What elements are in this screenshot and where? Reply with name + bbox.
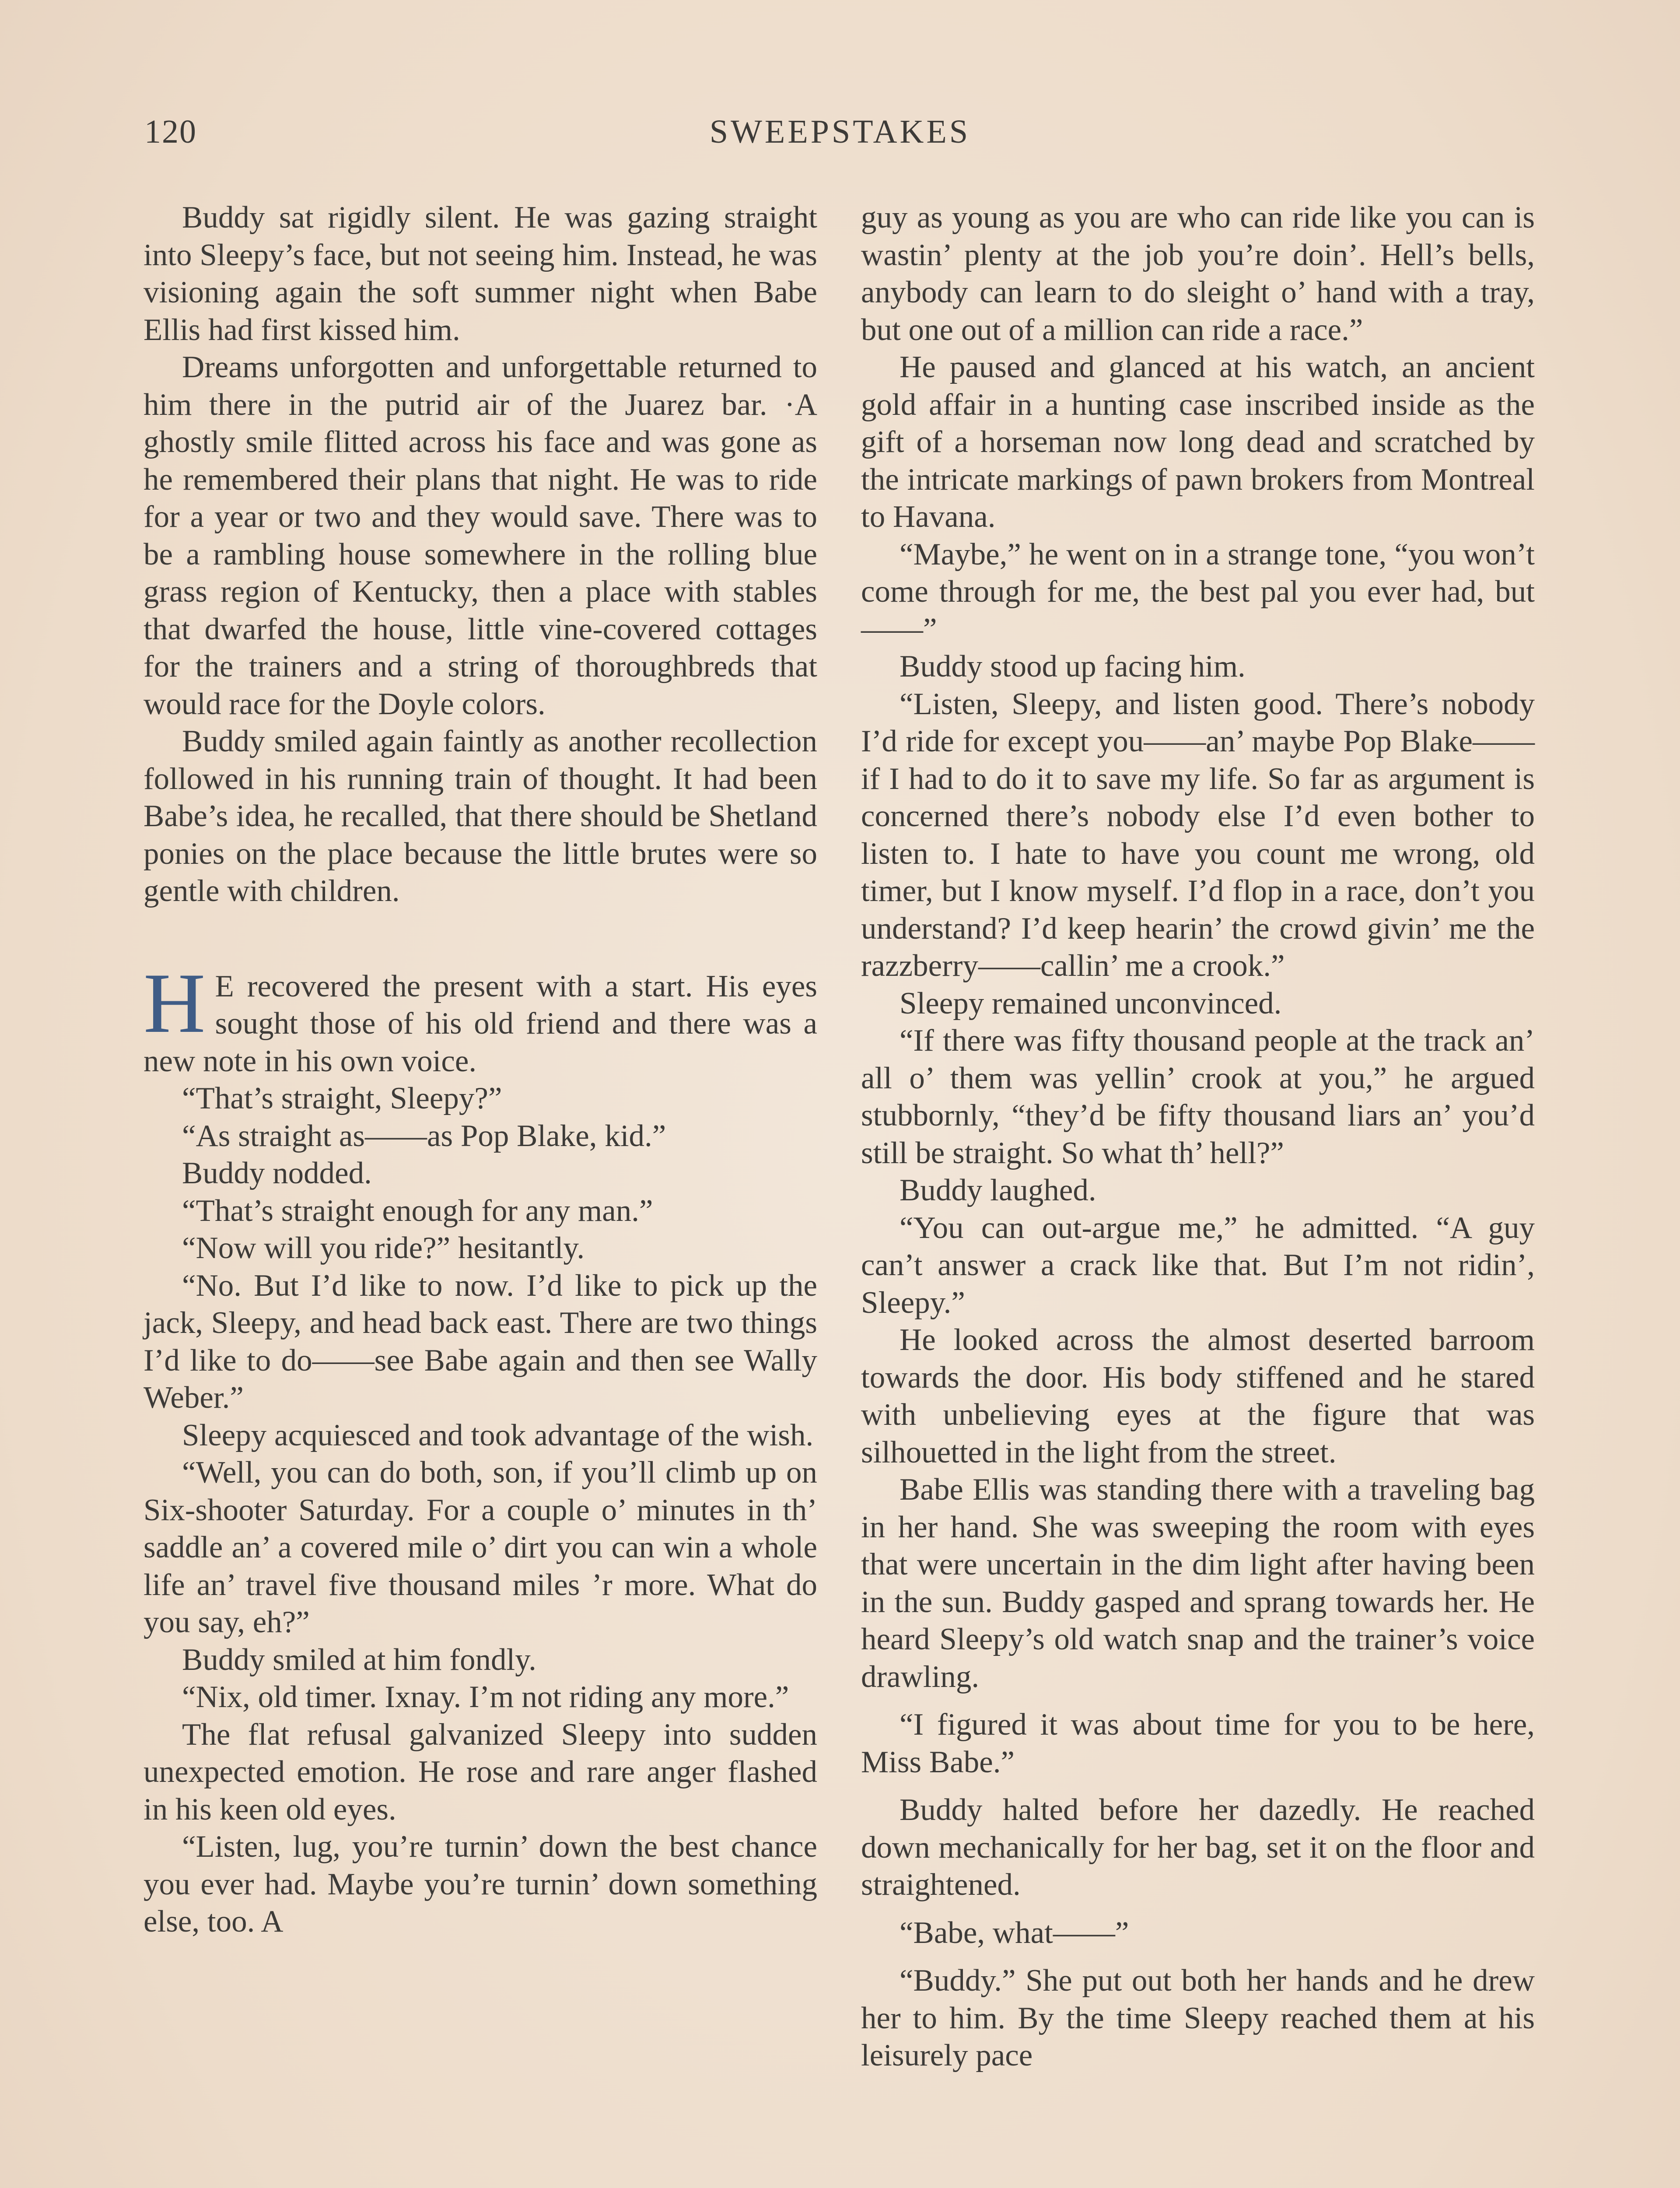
paragraph-text: “Buddy.” She put out both her hands and he drew her to him. By the time Sleepy reached them at his leisurely pace [861, 1964, 1535, 2072]
paragraph-text: “If there was fifty thousand people at the track an’ all o’ them was yellin’ crook at you,” he argued stubbornly, “they’d be fifty thousand liars an’ you’d still be straight. So what th’ hell?” [861, 1024, 1535, 1170]
paragraph [861, 1914, 1535, 1952]
right-text-column [861, 199, 1535, 2075]
paragraph-text: Buddy halted before her dazedly. He reached down mechanically for her bag, set it on the floor and straightened. [861, 1793, 1535, 1902]
paragraph [861, 1706, 1535, 1781]
paragraph [144, 1679, 817, 1716]
paragraph [144, 1118, 817, 1155]
paragraph-text: Sleepy remained unconvinced. [900, 986, 1282, 1020]
paragraph [144, 1267, 817, 1417]
paragraph [861, 985, 1535, 1023]
paragraph-text: Buddy smiled at him fondly. [182, 1642, 536, 1677]
paragraph-text: The flat refusal galvanized Sleepy into sudden unexpected emotion. He rose and rare anger flashed in his keen old eyes. [144, 1717, 817, 1827]
paragraph-text: “Babe, what——” [900, 1915, 1129, 1950]
paragraph [861, 1322, 1535, 1471]
paragraph [861, 686, 1535, 985]
paragraph-text: “As straight as——as Pop Blake, kid.” [182, 1119, 666, 1153]
paragraph-text: He paused and glanced at his watch, an ancient gold affair in a hunting case inscribed inside as the gift of a horseman now long dead and scratched by the intricate markings of pawn brokers from Montreal to Havana. [861, 350, 1535, 534]
paragraph [861, 1471, 1535, 1696]
paragraph-text: “Maybe,” he went on in a strange tone, “you won’t come through for me, the best pal you ever had, but——” [861, 537, 1535, 646]
running-title: SWEEPSTAKES [709, 113, 971, 150]
paragraph-text: E recovered the present with a start. His eyes sought those of his old friend and there was a new note in his own voice. [144, 969, 817, 1078]
paragraph [861, 1792, 1535, 1904]
paragraph [144, 1417, 817, 1455]
paragraph-text: Buddy sat rigidly silent. He was gazing straight into Sleepy’s face, but not seeing him. Instead, he was visioning again the soft summer night when Babe Ellis had first kissed him. [144, 200, 817, 347]
drop-cap: H [144, 955, 206, 1051]
paragraph-text: “Listen, lug, you’re turnin’ down the best chance you ever had. Maybe you’re turnin’ down something else, too. A [144, 1830, 817, 1939]
paragraph-text: Buddy nodded. [182, 1156, 372, 1190]
paragraph [144, 199, 817, 349]
paragraph [144, 1828, 817, 1941]
paragraph [144, 1192, 817, 1230]
paragraph [861, 199, 1535, 349]
paragraph-text: Dreams unforgotten and unforgettable returned to him there in the putrid air of the Juarez bar. ·A ghostly smile flitted across his face and was gone as he remembered their plans that night. He was to ride for a year or two and they would save. There was to be a rambling house somewhere in the rolling blue grass region of Kentucky, then a place with stables that dwarfed the house, little vine-covered cottages for the trainers and a string of thoroughbreds that would race for the Doyle colors. [144, 350, 817, 721]
paragraph [144, 1716, 817, 1829]
paragraph [861, 349, 1535, 536]
paragraph [144, 723, 817, 910]
paragraph-text: Buddy laughed. [900, 1173, 1096, 1207]
paragraph-text: “Now will you ride?” hesitantly. [182, 1231, 585, 1265]
paragraph [861, 1962, 1535, 2075]
paragraph-text: “That’s straight, Sleepy?” [182, 1081, 502, 1115]
paragraph [144, 1230, 817, 1267]
paragraph [144, 1155, 817, 1192]
paragraph-text: Buddy smiled again faintly as another recollection followed in his running train of thought. It had been Babe’s idea, he recalled, that there should be Shetland ponies on the place because the little brutes were so gentle with children. [144, 724, 817, 908]
paragraph-text: guy as young as you are who can ride like you can is wastin’ plenty at the job you’re doin’. Hell’s bells, anybody can learn to do sleight o’ hand with a tray, but one out of a million can ride a race.” [861, 200, 1535, 347]
paragraph-text: He looked across the almost deserted barroom towards the door. His body stiffened and he stared with unbelieving eyes at the figure that was silhouetted in the light from the street. [861, 1323, 1535, 1469]
paragraph-text: “That’s straight enough for any man.” [182, 1193, 653, 1228]
paragraph-text: “I figured it was about time for you to be here, Miss Babe.” [861, 1708, 1535, 1779]
paragraph-text: “No. But I’d like to now. I’d like to pick up the jack, Sleepy, and head back east. There are two things I’d like to do——see Babe again and then see Wally Weber.” [144, 1268, 817, 1415]
left-text-column [144, 199, 817, 1941]
paragraph [861, 1172, 1535, 1210]
page-header [144, 113, 1536, 161]
paragraph [144, 955, 817, 1080]
paragraph-text: “Nix, old timer. Ixnay. I’m not riding any more.” [182, 1680, 789, 1714]
paragraph-text: Sleepy acquiesced and took advantage of the wish. [182, 1418, 814, 1452]
paragraph-text: “Listen, Sleepy, and listen good. There’s nobody I’d ride for except you——an’ maybe Pop Blake——if I had to do it to save my life. So far as argument is concerned there’s nobody else I’d even bother to listen to. I hate to have you count me wrong, old timer, but I know myself. I’d flop in a race, don’t you understand? I’d keep hearin’ the crowd givin’ me the razzberry——callin’ me a crook.” [861, 687, 1535, 983]
paragraph [861, 648, 1535, 686]
paragraph [861, 536, 1535, 649]
paragraph-text: “Well, you can do both, son, if you’ll climb up on Six-shooter Saturday. For a couple o’ minutes in th’ saddle an’ a covered mile o’ dirt you can win a whole life an’ travel five thousand miles ’r more. What do you say, eh?” [144, 1455, 817, 1639]
paragraph [144, 1080, 817, 1118]
page-number: 120 [144, 113, 197, 150]
paragraph [144, 349, 817, 723]
paragraph [144, 1641, 817, 1679]
paragraph-text: “You can out-argue me,” he admitted. “A guy can’t answer a crack like that. But I’m not ridin’, Sleepy.” [861, 1210, 1535, 1320]
paragraph [861, 1210, 1535, 1322]
paragraph [861, 1022, 1535, 1172]
paragraph-text: Babe Ellis was standing there with a traveling bag in her hand. She was sweeping the room with eyes that were uncertain in the dim light after having been in the sun. Buddy gasped and sprang towards her. He heard Sleepy’s old watch snap and the trainer’s voice drawling. [861, 1473, 1535, 1694]
paragraph-text: Buddy stood up facing him. [900, 649, 1246, 684]
paragraph [144, 1454, 817, 1641]
